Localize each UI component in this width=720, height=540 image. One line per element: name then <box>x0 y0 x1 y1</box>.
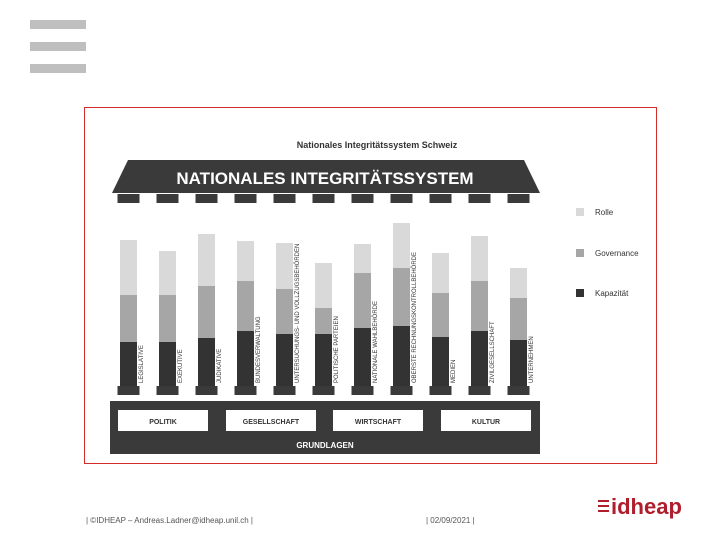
pillar-segment-rolle <box>159 251 176 295</box>
pillar-segment-kapazitaet <box>510 340 527 386</box>
legend-swatch <box>576 249 584 257</box>
legend-swatch <box>576 208 584 216</box>
legend-swatch <box>576 289 584 297</box>
pillar-segment-governance <box>237 281 254 331</box>
pillar-segment-kapazitaet <box>393 326 410 386</box>
pillar-segment-governance <box>315 308 332 334</box>
pillar-segment-kapazitaet <box>315 334 332 386</box>
pillar-plinth <box>118 386 140 395</box>
pillar-segment-governance <box>471 281 488 331</box>
pillar-segment-rolle <box>120 240 137 295</box>
pillar-segment-governance <box>432 293 449 337</box>
pillar-plinth <box>235 386 257 395</box>
pillar-plinth <box>352 386 374 395</box>
pillar-plinth <box>391 386 413 395</box>
pillar-label: LEGISLATIVE <box>139 345 145 383</box>
legend-label: Governance <box>595 249 639 258</box>
pillar-capital <box>391 194 413 203</box>
pillar-segment-kapazitaet <box>432 337 449 386</box>
pillar-segment-rolle <box>432 253 449 293</box>
pillar-plinth <box>508 386 530 395</box>
pillar-segment-kapazitaet <box>276 334 293 386</box>
pillar-label: OBERSTE RECHNUNGSKONTROLLBEHÖRDE <box>412 251 418 383</box>
foundation-label: GESELLSCHAFT <box>242 419 300 426</box>
pillar-label: UNTERNEHMEN <box>529 336 535 383</box>
pillar-label: BUNDESVERWALTUNG <box>256 316 262 383</box>
pillar-label: EXEKUTIVE <box>178 349 184 383</box>
base-label: GRUNDLAGEN <box>296 441 354 450</box>
footer-date: | 02/09/2021 | <box>426 516 475 525</box>
pillar-capital <box>313 194 335 203</box>
logo-stripe-3 <box>598 510 609 512</box>
pillar-plinth <box>196 386 218 395</box>
logo-stripe-1 <box>598 500 609 502</box>
pillar-capital <box>469 194 491 203</box>
pillar-capital <box>352 194 374 203</box>
pillar-segment-kapazitaet <box>198 338 215 386</box>
pillar-segment-rolle <box>471 236 488 281</box>
logo-stripe-2 <box>598 505 609 507</box>
pillar-segment-rolle <box>315 263 332 308</box>
pillar-segment-rolle <box>393 223 410 268</box>
pillar-segment-kapazitaet <box>471 331 488 386</box>
pillar-plinth <box>157 386 179 395</box>
logo-text: idheap <box>611 494 682 519</box>
footer-credit: | ©IDHEAP – Andreas.Ladner@idheap.unil.ch | <box>86 516 254 525</box>
legend-label: Kapazität <box>595 289 629 298</box>
pillar-segment-kapazitaet <box>354 328 371 386</box>
pillar-capital <box>508 194 530 203</box>
pillar-capital <box>118 194 140 203</box>
pillar-segment-governance <box>120 295 137 342</box>
pillar-capital <box>430 194 452 203</box>
pillar-segment-rolle <box>198 234 215 286</box>
pillar-segment-governance <box>276 289 293 334</box>
pillar-plinth <box>313 386 335 395</box>
pillar-label: MEDIEN <box>451 359 457 383</box>
pillar-segment-governance <box>198 286 215 338</box>
pillar-label: JUDIKATIVE <box>217 348 223 383</box>
pillar-capital <box>196 194 218 203</box>
foundation-label: KULTUR <box>471 419 501 426</box>
foundation-label: WIRTSCHAFT <box>354 419 402 426</box>
pillar-plinth <box>274 386 296 395</box>
pillar-capitals <box>118 194 530 203</box>
pillar-segment-rolle <box>237 241 254 281</box>
pillar-segment-rolle <box>276 243 293 289</box>
pillar-label: ZIVILGESELLSCHAFT <box>490 321 496 383</box>
pillar-plinth <box>430 386 452 395</box>
idheap-logo <box>598 493 688 523</box>
diagram-title: Nationales Integritätssystem Schweiz <box>296 140 458 150</box>
legend-label: Rolle <box>595 208 614 217</box>
pillar-capital <box>235 194 257 203</box>
foundation-label: POLITIK <box>149 419 177 426</box>
roof-label: NATIONALES INTEGRITÄTSSYSTEM <box>176 169 474 188</box>
pillar-segment-kapazitaet <box>120 342 137 386</box>
pillar-capital <box>274 194 296 203</box>
pillar-segment-governance <box>159 295 176 342</box>
pillar-plinth <box>469 386 491 395</box>
pillar-label: POLITISCHE PARTEIEN <box>334 316 340 383</box>
pillar-segment-kapazitaet <box>159 342 176 386</box>
pillar-segment-rolle <box>354 244 371 273</box>
pillar-capital <box>157 194 179 203</box>
pillar-segment-governance <box>393 268 410 326</box>
pillar-segment-kapazitaet <box>237 331 254 386</box>
pillar-label: NATIONALE WAHLBEHÖRDE <box>373 300 379 383</box>
pillar-segment-rolle <box>510 268 527 298</box>
pillar-label: UNTERSUCHUNGS- UND VOLLZUGSBEHÖRDEN <box>295 243 301 383</box>
pillars <box>118 223 536 395</box>
pillar-segment-governance <box>354 273 371 328</box>
pillar-segment-governance <box>510 298 527 340</box>
legend <box>576 208 639 298</box>
